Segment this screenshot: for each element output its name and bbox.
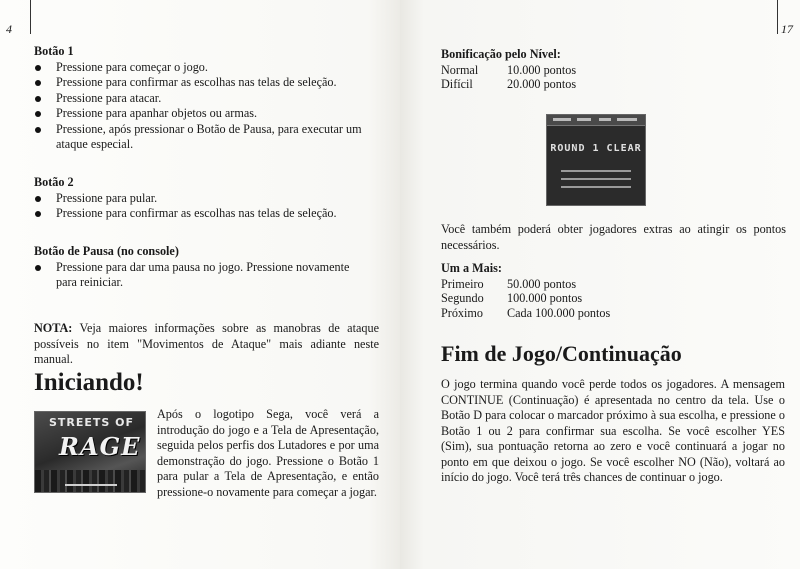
nota-paragraph (34, 321, 379, 368)
table-cell-label: Difícil (441, 77, 473, 91)
list-item: Pressione para dar uma pausa no jogo. Pressione novamente para reiniciar. (34, 260, 364, 291)
table-cell-value: Cada 100.000 pontos (507, 305, 611, 320)
table-cell-value: 50.000 pontos (507, 276, 577, 291)
bonificacao-heading: Bonificação pelo Nível: (441, 47, 561, 61)
page-number-right: 17 (781, 22, 793, 36)
round-clear-screenshot (546, 114, 646, 206)
score-line (561, 178, 631, 180)
bonificacao-table (441, 63, 576, 92)
botao2-section (34, 175, 364, 222)
table-row (441, 277, 610, 292)
botao2-heading: Botão 2 (34, 175, 74, 189)
round-clear-text: ROUND 1 CLEAR (550, 143, 642, 154)
nota-text: Veja maiores informações sobre as manobras de ataque possíveis no item "Movimentos de Ataque" mais adiante neste manual. (34, 321, 379, 366)
score-line (561, 170, 631, 172)
game-logo-line1: STREETS OF (49, 416, 135, 429)
list-item: Pressione para confirmar as escolhas nas telas de seleção. (34, 206, 364, 222)
table-row (441, 306, 610, 321)
table-cell-label: Normal (441, 62, 479, 77)
list-item: Pressione para começar o jogo. (34, 60, 364, 76)
page-corner-rule (777, 0, 778, 34)
table-cell-label: Próximo (441, 305, 483, 320)
page-number-left: 4 (6, 22, 12, 36)
right-page (400, 0, 800, 569)
table-cell-value: 100.000 pontos (507, 291, 583, 305)
logo-underline (65, 484, 117, 486)
list-item: Pressione para pular. (34, 191, 364, 207)
nota-label: NOTA: (34, 321, 73, 335)
botao1-section (34, 44, 364, 153)
fim-de-jogo-paragraph: O jogo termina quando você perde todos os jogadores. A mensagem CONTINUE (Continuação) é apresentada no centro da tela. Use o Botão D para colocar o marcador próximo à sua escolha, e pressione o Botão 1 ou 2 para confirmar sua escolha. Se você escolher YES (Sim), sua pontuação retorna ao zero e você continuará a jogar no ponto em que deixou o jogo. Se você escolher NO (Não), voltará ao início do jogo. Você terá três chances de continuar o jogo. (441, 377, 785, 484)
list-item: Pressione para apanhar objetos ou armas. (34, 106, 364, 122)
table-row (441, 77, 576, 92)
table-row (441, 291, 610, 306)
page-corner-rule (30, 0, 31, 34)
iniciando-paragraph: Após o logotipo Sega, você verá a introdução do jogo e a Tela de Apresentação, seguida pelos perfis dos Lutadores e por uma demonstração do jogo. Pressione o Botão 1 para pular a Tela de Apresentação, e então pressione-o novamente para começar a jogar. (157, 407, 379, 499)
streets-of-rage-title-screen (34, 411, 146, 493)
iniciando-title: Iniciando! (34, 369, 144, 396)
game-logo-line2: RAGE (59, 432, 141, 461)
table-cell-label: Segundo (441, 291, 484, 305)
botao1-heading: Botão 1 (34, 44, 74, 58)
extra-players-paragraph: Você também poderá obter jogadores extras ao atingir os pontos necessários. (441, 222, 786, 252)
hud-bar (547, 115, 645, 126)
list-item: Pressione para confirmar as escolhas nas telas de seleção. (34, 75, 364, 91)
pausa-heading: Botão de Pausa (no console) (34, 244, 179, 258)
um-a-mais-heading: Um a Mais: (441, 261, 502, 275)
list-item: Pressione para atacar. (34, 91, 364, 107)
fim-de-jogo-title: Fim de Jogo/Continuação (441, 341, 682, 366)
list-item: Pressione, após pressionar o Botão de Pausa, para executar um ataque especial. (34, 122, 364, 153)
table-cell-value: 10.000 pontos (507, 62, 577, 77)
score-line (561, 186, 631, 188)
bonificacao-section (441, 47, 771, 92)
table-cell-value: 20.000 pontos (507, 77, 577, 91)
um-a-mais-table (441, 277, 610, 321)
table-row (441, 63, 576, 78)
um-a-mais-section (441, 261, 771, 320)
table-cell-label: Primeiro (441, 276, 484, 291)
city-skyline (35, 470, 145, 492)
pausa-section (34, 244, 364, 291)
